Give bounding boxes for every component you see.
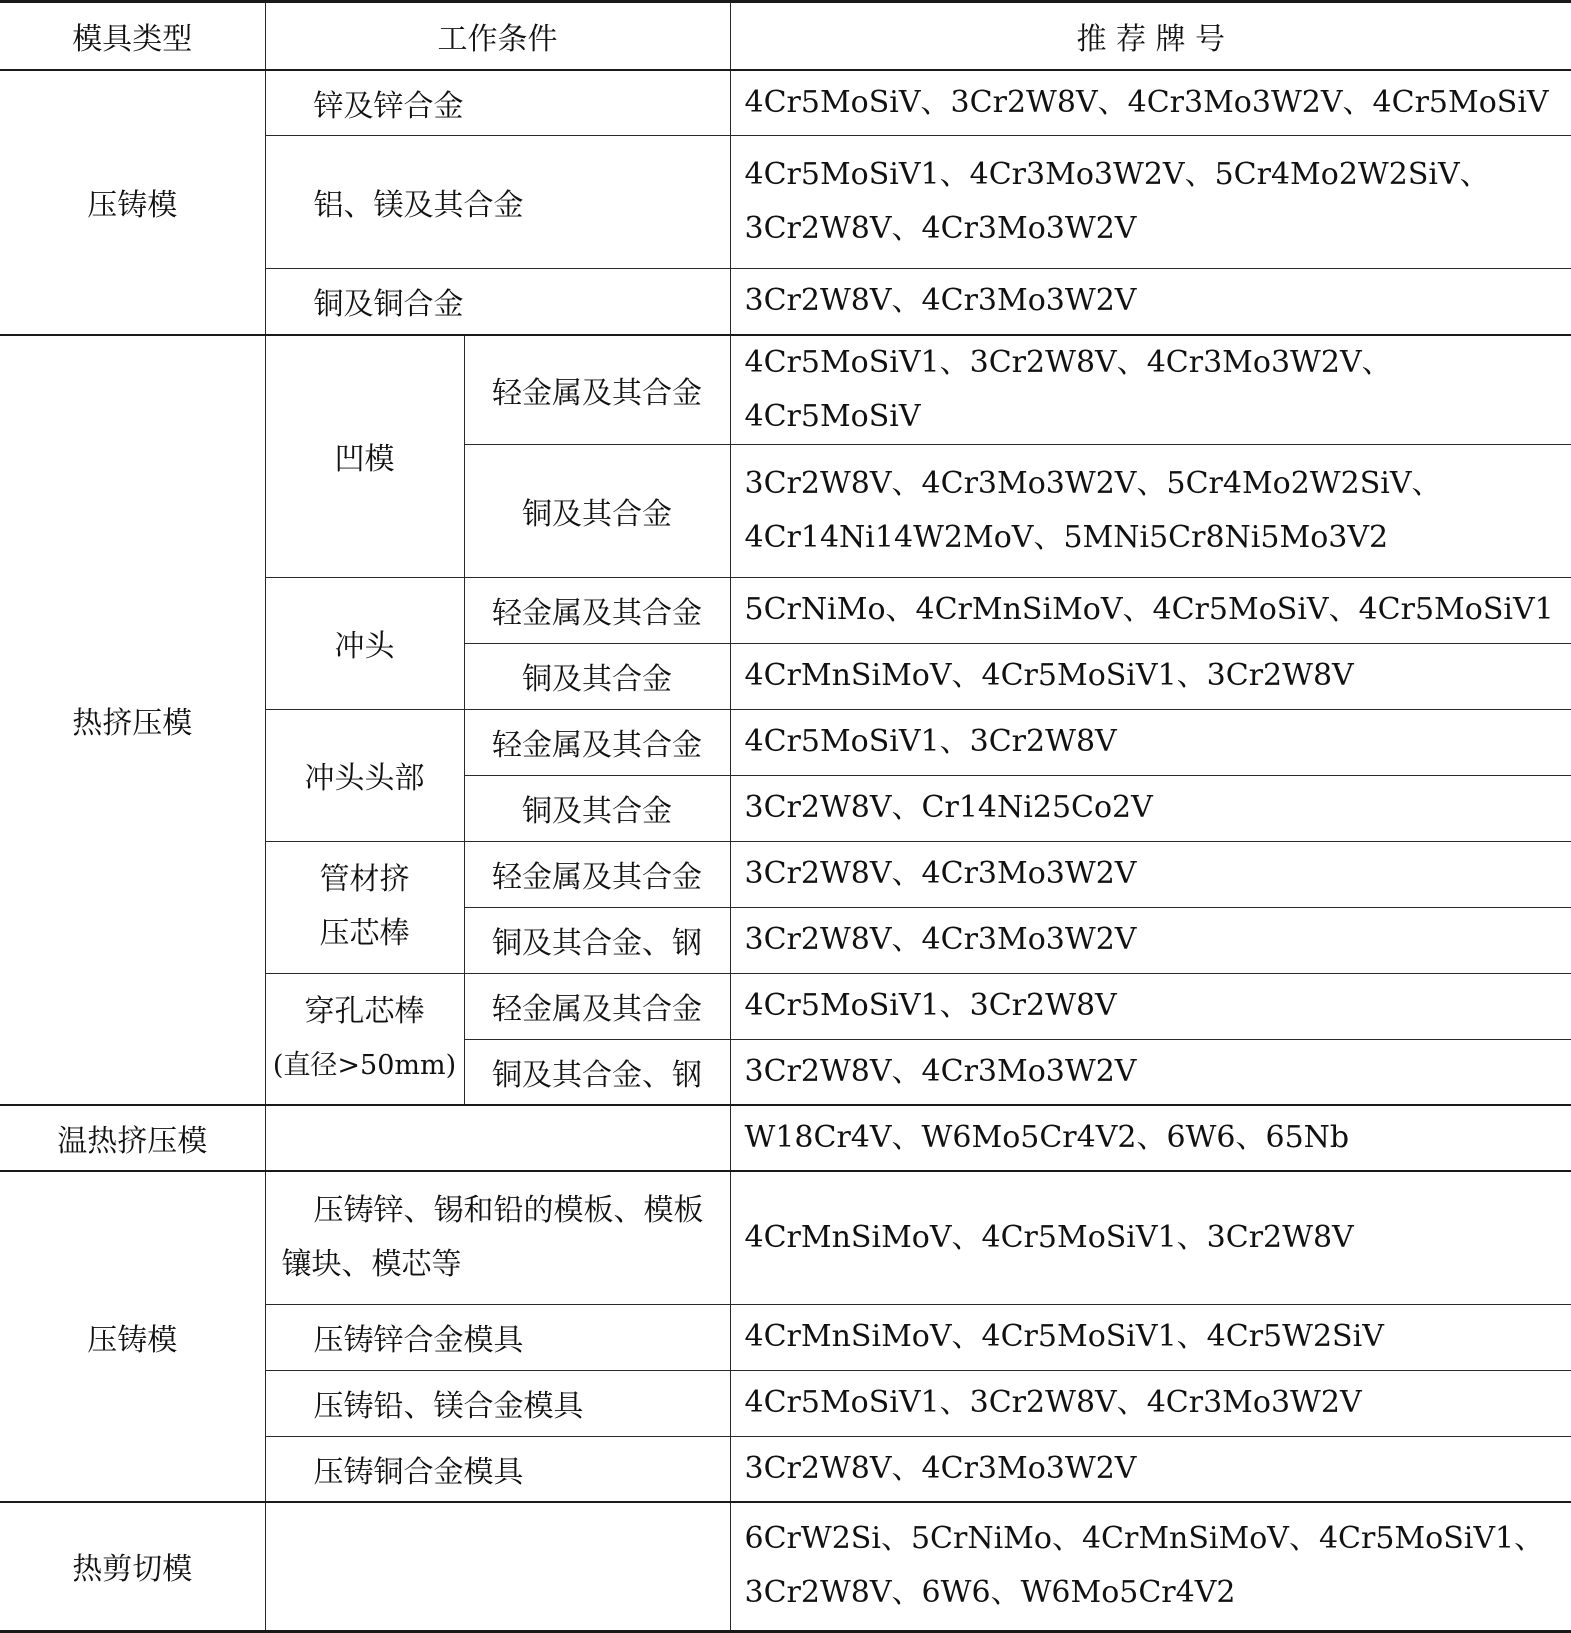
mold-type-cell: 温热挤压模 <box>0 1105 265 1171</box>
part-cell: 凹模 <box>265 335 464 578</box>
grade-cell: 4Cr5MoSiV1、3Cr2W8V <box>730 709 1571 775</box>
part-line: 管材挤 <box>319 862 410 897</box>
condition-cell <box>265 1105 730 1171</box>
mold-type-cell: 热挤压模 <box>0 335 265 1106</box>
grade-cell: 4Cr5MoSiV、3Cr2W8V、4Cr3Mo3W2V、4Cr5MoSiV <box>730 70 1571 136</box>
mold-type-cell: 热剪切模 <box>0 1502 265 1631</box>
material-cell: 轻金属及其合金 <box>464 973 730 1039</box>
condition-cell: 压铸锌、锡和铅的模板、模板镶块、模芯等 <box>265 1171 730 1304</box>
table-row <box>0 335 1571 445</box>
material-cell: 轻金属及其合金 <box>464 709 730 775</box>
material-cell: 轻金属及其合金 <box>464 577 730 643</box>
grade-cell: 3Cr2W8V、4Cr3Mo3W2V <box>730 907 1571 973</box>
condition-cell: 压铸锌合金模具 <box>265 1304 730 1370</box>
grade-cell: 4Cr5MoSiV1、3Cr2W8V、4Cr3Mo3W2V、4Cr5MoSiV <box>730 335 1571 445</box>
material-cell: 轻金属及其合金 <box>464 841 730 907</box>
part-line: 压芯棒 <box>319 916 410 951</box>
part-line: 穿孔芯棒 <box>304 993 425 1029</box>
mold-type-cell: 压铸模 <box>0 1171 265 1502</box>
material-cell: 轻金属及其合金 <box>464 335 730 445</box>
header-mold-type: 模具类型 <box>0 2 265 70</box>
grade-cell: 4Cr5MoSiV1、3Cr2W8V、4Cr3Mo3W2V <box>730 1370 1571 1436</box>
grade-cell: 3Cr2W8V、4Cr3Mo3W2V <box>730 841 1571 907</box>
condition-cell: 压铸铅、镁合金模具 <box>265 1370 730 1436</box>
condition-cell: 锌及锌合金 <box>265 70 730 136</box>
grade-cell: 3Cr2W8V、4Cr3Mo3W2V、5Cr4Mo2W2SiV、4Cr14Ni14W2MoV、5MNi5Cr8Ni5Mo3V2 <box>730 444 1571 577</box>
grade-cell: W18Cr4V、W6Mo5Cr4V2、6W6、65Nb <box>730 1105 1571 1171</box>
part-cell <box>265 973 464 1105</box>
part-line: (直径>50mm) <box>272 1049 457 1081</box>
header-working-condition: 工作条件 <box>265 2 730 70</box>
table-row <box>0 70 1571 136</box>
grade-cell: 3Cr2W8V、4Cr3Mo3W2V <box>730 269 1571 335</box>
grade-cell: 6CrW2Si、5CrNiMo、4CrMnSiMoV、4Cr5MoSiV1、3Cr2W8V、6W6、W6Mo5Cr4V2 <box>730 1502 1571 1631</box>
material-cell: 铜及其合金 <box>464 775 730 841</box>
grade-cell: 3Cr2W8V、4Cr3Mo3W2V <box>730 1039 1571 1105</box>
header-recommended-grade: 推 荐 牌 号 <box>730 2 1571 70</box>
condition-cell: 铝、镁及其合金 <box>265 136 730 269</box>
material-cell: 铜及其合金、钢 <box>464 907 730 973</box>
condition-cell: 压铸铜合金模具 <box>265 1436 730 1502</box>
grade-cell: 5CrNiMo、4CrMnSiMoV、4Cr5MoSiV、4Cr5MoSiV1 <box>730 577 1571 643</box>
grade-cell: 4Cr5MoSiV1、4Cr3Mo3W2V、5Cr4Mo2W2SiV、3Cr2W8V、4Cr3Mo3W2V <box>730 136 1571 269</box>
part-cell: 冲头头部 <box>265 709 464 841</box>
part-cell <box>265 841 464 973</box>
grade-cell: 4Cr5MoSiV1、3Cr2W8V <box>730 973 1571 1039</box>
table-row <box>0 1502 1571 1631</box>
material-cell: 铜及其合金 <box>464 643 730 709</box>
header-row <box>0 2 1571 70</box>
material-cell: 铜及其合金 <box>464 444 730 577</box>
table-row <box>0 1171 1571 1304</box>
condition-cell <box>265 1502 730 1631</box>
part-cell: 冲头 <box>265 577 464 709</box>
grade-cell: 3Cr2W8V、Cr14Ni25Co2V <box>730 775 1571 841</box>
grade-cell: 3Cr2W8V、4Cr3Mo3W2V <box>730 1436 1571 1502</box>
condition-cell: 铜及铜合金 <box>265 269 730 335</box>
table-row <box>0 1105 1571 1171</box>
grade-cell: 4CrMnSiMoV、4Cr5MoSiV1、4Cr5W2SiV <box>730 1304 1571 1370</box>
material-cell: 铜及其合金、钢 <box>464 1039 730 1105</box>
grade-cell: 4CrMnSiMoV、4Cr5MoSiV1、3Cr2W8V <box>730 1171 1571 1304</box>
grade-cell: 4CrMnSiMoV、4Cr5MoSiV1、3Cr2W8V <box>730 643 1571 709</box>
mold-type-cell: 压铸模 <box>0 70 265 335</box>
